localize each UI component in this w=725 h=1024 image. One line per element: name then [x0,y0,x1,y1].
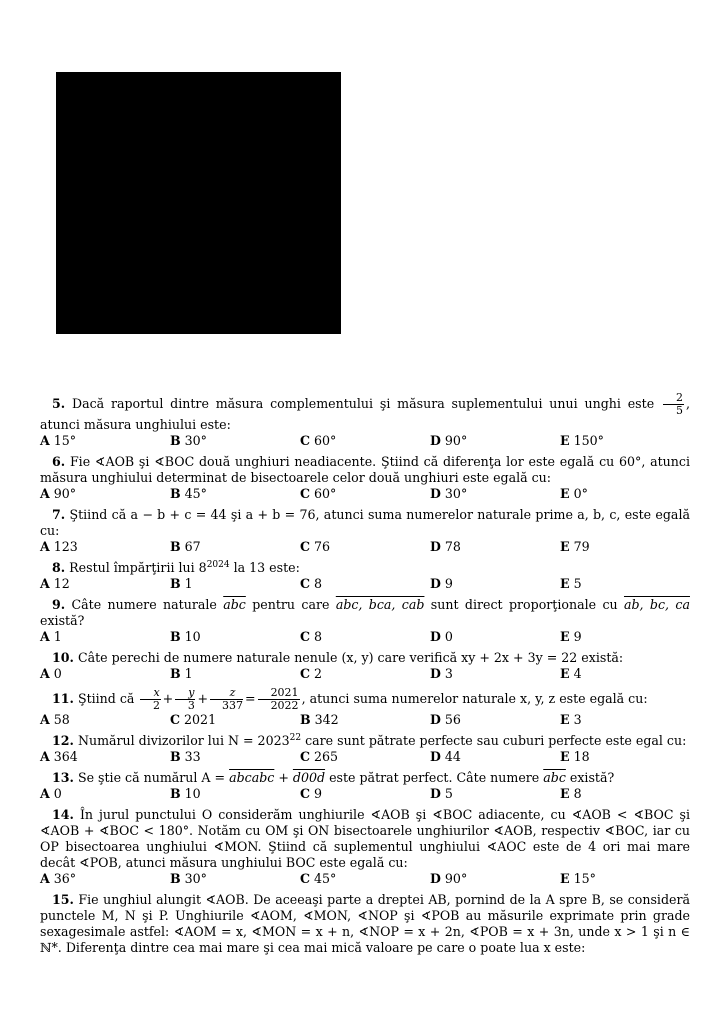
fraction-denominator: 5 [675,404,683,417]
option-c: C 8 [300,576,323,591]
plus-sign: + [274,770,293,785]
statement-text: pentru care [245,597,336,612]
statement-text: Câte perechi de numere naturale nenule (x, y) care verifică xy + 2x + 3y = 22 există: [77,650,624,665]
statement-text: la 13 este: [229,560,300,575]
answer-options [40,749,690,765]
fraction: $\frac{y}{3}$ [175,687,195,712]
problem-statement [40,597,690,629]
exponent: 2024 [206,559,230,570]
answer-options [40,871,690,887]
answer-options [40,486,690,502]
option-a: A 15° [40,433,77,448]
option-e: E 150° [560,433,604,448]
problem-statement [40,392,690,433]
overline-number: ab, bc, ca [623,597,690,612]
problem-10 [40,650,690,682]
option-b: B 1 [170,666,193,681]
option-c: C 60° [300,433,337,448]
option-d: D 30° [430,486,468,501]
problem-11 [40,687,690,728]
problem-number: 6. [52,454,66,469]
overline-number: $\overline{abc}$ [543,770,566,785]
option-d: D 90° [430,871,468,886]
option-d: D 78 [430,539,461,554]
statement-text: Numărul divizorilor lui N = 2023 [77,733,290,748]
overline-number: abc, bca, cab [335,597,425,612]
option-c: C 265 [300,749,339,764]
answer-options [40,666,690,682]
option-b: B 10 [170,786,201,801]
statement-text: există? [40,613,85,628]
problem-number: 10. [52,650,74,665]
problem-12 [40,733,690,765]
problem-5 [40,392,690,449]
option-e: E 5 [560,576,582,591]
option-d: D 3 [430,666,453,681]
problem-number: 9. [52,597,66,612]
problem-7 [40,507,690,555]
answer-options [40,576,690,592]
option-e: E 8 [560,786,582,801]
overline-number: d00d [292,770,326,785]
option-b: B 45° [170,486,207,501]
option-d: D 0 [430,629,453,644]
option-d: D 5 [430,786,453,801]
option-e: E 9 [560,629,582,644]
option-c: C 2021 [170,712,217,727]
option-d: D 56 [430,712,461,727]
problem-number: 12. [52,733,74,748]
option-c: C 76 [300,539,331,554]
problem-6 [40,454,690,502]
option-b: B 30° [170,871,207,886]
statement-text: Fie ∢AOB şi ∢BOC două unghiuri neadiacente. Ştiind că diferenţa lor este egală cu 60°, atunci măsura unghiului determinat de bisectoarele celor două unghiuri este egală cu: [40,454,690,485]
option-e: E 15° [560,871,596,886]
problem-9 [40,597,690,645]
problem-number: 14. [52,807,74,822]
option-a: A 0 [40,666,62,681]
problem-list [40,392,690,961]
option-b: B 342 [300,712,339,727]
statement-text: , atunci măsura unghiului este: [40,396,690,432]
statement-text: Se ştie că numărul A = [77,770,230,785]
problem-statement [40,807,690,871]
problem-statement [40,650,690,666]
option-b: B 33 [170,749,201,764]
problem-8 [40,560,690,592]
statement-text: Ştiind că a − b + c = 44 şi a + b = 76, atunci suma numerelor naturale prime a, b, c, este egală cu: [40,507,690,538]
statement-text: , atunci suma numerelor naturale x, y, z este egală cu: [301,691,648,706]
problem-statement [40,454,690,486]
option-d: D 90° [430,433,468,448]
answer-options [40,712,690,728]
option-d: D 9 [430,576,453,591]
overline-number: $\overline{abc}$ [223,597,246,612]
problem-number: 7. [52,507,66,522]
problem-14 [40,807,690,887]
exponent: 22 [289,732,302,743]
option-a: A 58 [40,712,70,727]
problem-number: 15. [52,892,74,907]
problem-15 [40,892,690,956]
statement-text: Restul împărţirii lui 8 [69,560,207,575]
option-c: C 8 [300,629,323,644]
problem-statement [40,770,690,786]
fraction: $\frac{x}{2}$ [140,687,160,712]
option-e: E 18 [560,749,590,764]
overline-number: abcabc [229,770,275,785]
statement-text: Câte numere naturale [71,597,224,612]
option-c: C 2 [300,666,323,681]
option-e: E 3 [560,712,582,727]
problem-number: 8. [52,560,66,575]
option-b: B 1 [170,576,193,591]
answer-options [40,629,690,645]
option-c: C 9 [300,786,323,801]
answer-options [40,433,690,449]
problem-statement [40,560,690,576]
statement-text: care sunt pătrate perfecte sau cuburi perfecte este egal cu: [301,733,687,748]
problem-number: 5. [52,396,66,411]
option-e: E 79 [560,539,590,554]
answer-options [40,539,690,555]
problem-statement: 11. Ştiind că $\frac{x}{2}$ + $\frac{y}{3}$ + $\frac{z}{337}$ = $\frac{2021}{2022}$ , atunci suma numerelor naturale x, y, z este egală cu: [52,686,648,712]
problem-statement [40,892,690,956]
problem-number: 11. [52,691,74,706]
problem-statement [40,733,690,749]
option-a: A 123 [40,539,78,554]
option-a: A 0 [40,786,62,801]
statement-text: Ştiind că [77,691,135,706]
fraction: $\frac{2021}{2022}$ [258,687,300,712]
statement-text: există? [565,770,615,785]
option-a: A 90° [40,486,77,501]
statement-text: Fie unghiul alungit ∢AOB. De aceeaşi parte a dreptei AB, pornind de la A spre B, se consideră punctele M, N şi P. Unghiurile ∢AOM, ∢MON, ∢NOP şi ∢POB au măsurile exprimate prin grade sexagesimale astfel: ∢AOM = x, ∢MON = x + n, ∢NOP = x + 2n, ∢POB = x + 3n, unde x > 1 şi n ∈ ℕ*. Diferenţa dintre cea mai mare şi cea mai mică valoare pe care o poate lua x este: [40,892,690,955]
problem-13 [40,770,690,802]
option-b: B 10 [170,629,201,644]
problem-statement [40,507,690,539]
answer-options [40,786,690,802]
option-a: A 12 [40,576,70,591]
problem-number: 13. [52,770,74,785]
statement-text: Dacă raportul dintre măsura complementului şi măsura suplementului unui unghi este [71,396,655,411]
fraction-numerator: 2 [663,392,684,405]
option-a: A 1 [40,629,62,644]
option-b: B 67 [170,539,201,554]
option-a: A 364 [40,749,78,764]
option-b: B 30° [170,433,207,448]
option-e: E 4 [560,666,582,681]
redacted-image [56,72,341,334]
option-e: E 0° [560,486,588,501]
option-c: C 60° [300,486,337,501]
option-c: C 45° [300,871,337,886]
fraction [663,392,684,417]
statement-text: În jurul punctului O considerăm unghiurile ∢AOB şi ∢BOC adiacente, cu ∢AOB < ∢BOC şi ∢AOB + ∢BOC < 180°. Notăm cu OM şi ON bisectoarele unghiurilor ∢AOB, respectiv ∢BOC, iar cu OP bisectoarea unghiului ∢MON. Ştiind că suplementul unghiului ∢AOC este de 4 ori mai mare decât ∢POB, atunci măsura unghiului BOC este egală cu: [40,807,690,870]
statement-text: este pătrat perfect. Câte numere [325,770,544,785]
fraction: $\frac{z}{337}$ [210,687,243,712]
option-d: D 44 [430,749,461,764]
option-a: A 36° [40,871,77,886]
statement-text: sunt direct proporţionale cu [424,597,624,612]
